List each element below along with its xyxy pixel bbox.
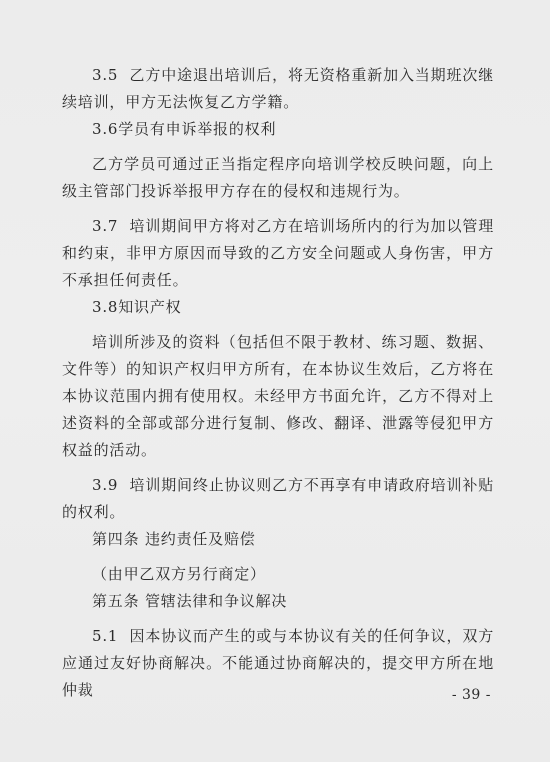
heading-3-8: 3.8知识产权 [92, 298, 182, 316]
clause-3-6-body: 乙方学员可通过正当指定程序向培训学校反映问题，向上级主管部门投诉举报甲方存在的侵权和违规行为。 [62, 155, 494, 200]
page-number: - 39 - [451, 687, 491, 703]
heading-article-5: 第五条 管辖法律和争议解决 [92, 592, 288, 610]
clause-5-1: 5.1 因本协议而产生的或与本协议有关的任何争议，双方应通过友好协商解决。不能通过协商解决的，提交甲方所在地仲裁 [62, 627, 494, 699]
document-body [62, 62, 494, 704]
article-4-body: （由甲乙双方另行商定） [92, 565, 266, 583]
clause-3-5: 3.5 乙方中途退出培训后，将无资格重新加入当期班次继续培训，甲方无法恢复乙方学籍。 [62, 66, 494, 111]
clause-3-9: 3.9 培训期间终止协议则乙方不再享有申请政府培训补贴的权利。 [62, 476, 494, 521]
clause-3-8-body: 培训所涉及的资料（包括但不限于教材、练习题、数据、文件等）的知识产权归甲方所有，在本协议生效后，乙方将在本协议范围内拥有使用权。未经甲方书面允许，乙方不得对上述资料的全部或部分进行复制、修改、翻译、泄露等侵犯甲方权益的活动。 [62, 333, 494, 459]
heading-3-6: 3.6学员有申诉举报的权利 [92, 120, 277, 138]
heading-article-4: 第四条 违约责任及赔偿 [92, 530, 256, 548]
clause-3-7: 3.7 培训期间甲方将对乙方在培训场所内的行为加以管理和约束，非甲方原因而导致的乙方安全问题或人身伤害，甲方不承担任何责任。 [62, 217, 494, 289]
